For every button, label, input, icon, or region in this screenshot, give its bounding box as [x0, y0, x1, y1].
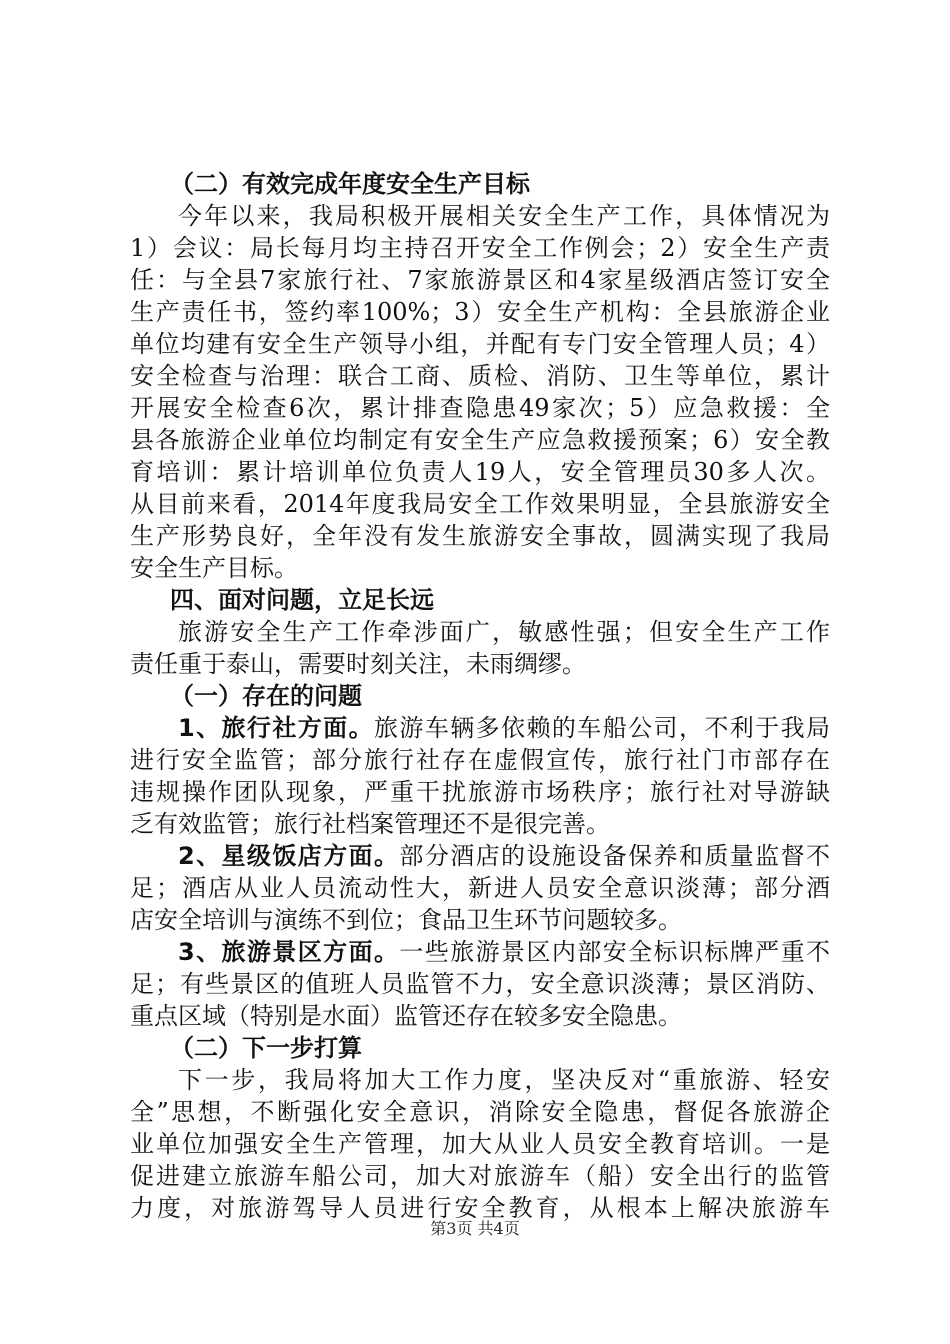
paragraph-line: 违规操作团队现象，严重干扰旅游市场秩序；旅行社对导游缺 — [130, 778, 830, 806]
paragraph-line: 今年以来，我局积极开展相关安全生产工作，具体情况为 — [178, 202, 830, 230]
paragraph-line: 安全生产目标。 — [130, 554, 298, 582]
paragraph-line: 旅游安全生产工作牵涉面广，敏感性强；但安全生产工作 — [178, 618, 830, 646]
paragraph-line: 单位均建有安全生产领导小组，并配有专门安全管理人员；4） — [130, 330, 830, 358]
paragraph-line: 县各旅游企业单位均制定有安全生产应急救援预案；6）安全教 — [130, 426, 830, 454]
item-travel-agency-first-line — [130, 712, 830, 744]
item-title: 3、旅游景区方面。 — [178, 938, 400, 966]
paragraph-line: 足；有些景区的值班人员监管不力，安全意识淡薄；景区消防、 — [130, 970, 830, 998]
item-text: 一些旅游景区内部安全标识标牌严重不 — [399, 938, 830, 966]
page-number-footer: 第3页 共4页 — [430, 1219, 520, 1238]
paragraph-line: 从目前来看，2014年度我局安全工作效果明显，全县旅游安全 — [130, 490, 830, 518]
paragraph-line: 进行安全监管；部分旅行社存在虚假宣传，旅行社门市部存在 — [130, 746, 830, 774]
item-text: 旅游车辆多依赖的车船公司，不利于我局 — [374, 714, 830, 742]
section-heading-face-problems: 四、面对问题，立足长远 — [170, 586, 434, 614]
item-title: 1、旅行社方面。 — [178, 714, 374, 742]
paragraph-line: 全”思想，不断强化安全意识，消除安全隐患，督促各旅游企 — [130, 1098, 830, 1126]
item-text: 部分酒店的设施设备保养和质量监督不 — [399, 842, 830, 870]
paragraph-line: 开展安全检查6次，累计排查隐患49家次；5）应急救援：全 — [130, 394, 830, 422]
paragraph-line: 重点区域（特别是水面）监管还存在较多安全隐患。 — [130, 1002, 682, 1030]
paragraph-line: 责任重于泰山，需要时刻关注，未雨绸缪。 — [130, 650, 586, 678]
section-heading-safety-goals: （二）有效完成年度安全生产目标 — [170, 170, 530, 198]
paragraph-line: 力度，对旅游驾导人员进行安全教育，从根本上解决旅游车 — [130, 1194, 830, 1222]
paragraph-line: 安全检查与治理：联合工商、质检、消防、卫生等单位，累计 — [130, 362, 830, 390]
paragraph-line: 乏有效监管；旅行社档案管理还不是很完善。 — [130, 810, 610, 838]
paragraph-line: 下一步，我局将加大工作力度，坚决反对“重旅游、轻安 — [178, 1066, 830, 1094]
item-title: 2、星级饭店方面。 — [178, 842, 400, 870]
paragraph-line: 任：与全县7家旅行社、7家旅游景区和4家星级酒店签订安全 — [130, 266, 830, 294]
item-scenic-area-first-line — [130, 936, 830, 968]
paragraph-line: 生产责任书，签约率100%；3）安全生产机构：全县旅游企业 — [130, 298, 830, 326]
paragraph-line: 足；酒店从业人员流动性大，新进人员安全意识淡薄；部分酒 — [130, 874, 830, 902]
paragraph-line: 店安全培训与演练不到位；食品卫生环节问题较多。 — [130, 906, 682, 934]
item-hotel-first-line — [130, 840, 830, 872]
section-heading-next-plan: （二）下一步打算 — [170, 1034, 362, 1062]
paragraph-line: 业单位加强安全生产管理，加大从业人员安全教育培训。一是 — [130, 1130, 830, 1158]
paragraph-line: 1）会议：局长每月均主持召开安全工作例会；2）安全生产责 — [130, 234, 830, 262]
paragraph-line: 育培训：累计培训单位负责人19人，安全管理员30多人次。 — [130, 458, 830, 486]
paragraph-line: 促进建立旅游车船公司，加大对旅游车（船）安全出行的监管 — [130, 1162, 830, 1190]
document-body — [130, 168, 830, 1224]
paragraph-line: 生产形势良好，全年没有发生旅游安全事故，圆满实现了我局 — [130, 522, 830, 550]
section-heading-existing-problems: （一）存在的问题 — [170, 682, 362, 710]
